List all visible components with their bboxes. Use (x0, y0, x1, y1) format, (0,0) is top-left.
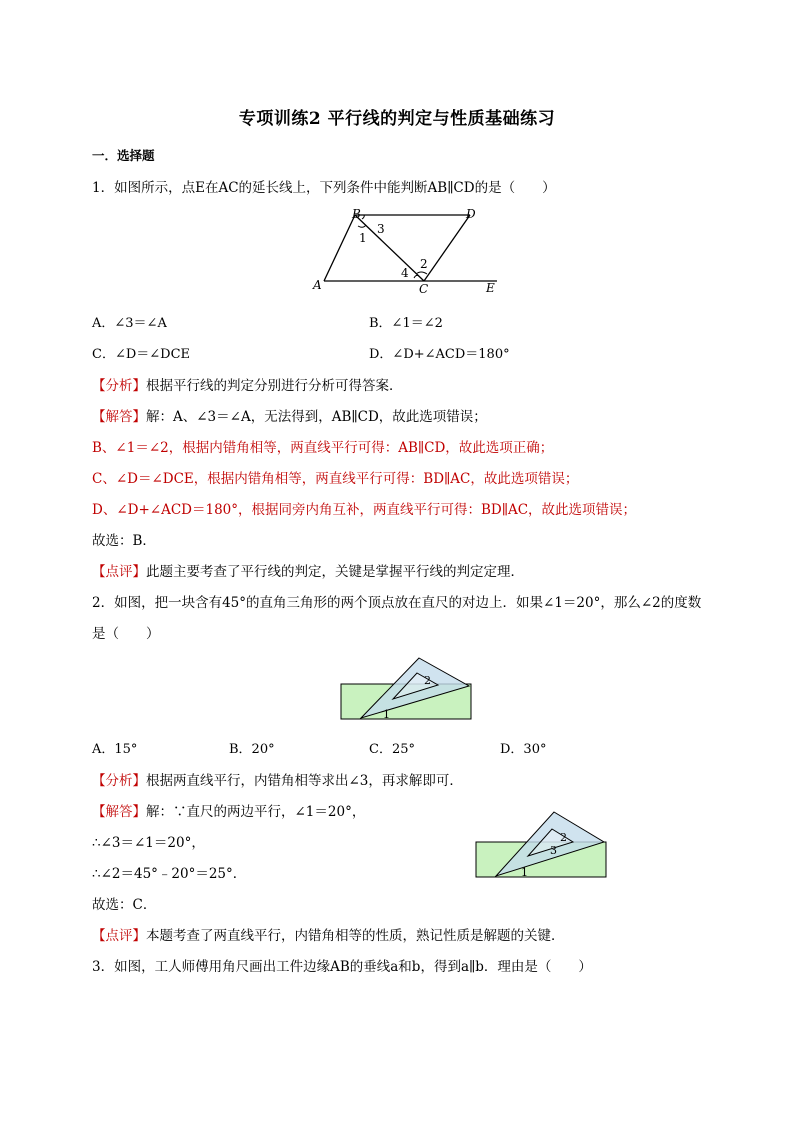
q1-analysis (92, 374, 403, 394)
q1-option-a: A．∠3＝∠A (92, 316, 167, 331)
q2-option-c: C．25° (369, 742, 415, 757)
q1-answer-line-3: C、∠D＝∠DCE，根据内错角相等，两直线平行可得：BD∥AC，故此选项错误； (92, 471, 579, 487)
analysis-tag: 【分析】 (92, 378, 146, 394)
sol-angle-1-label: 1 (521, 866, 528, 879)
q1-answer-line-1 (92, 405, 487, 425)
angle-4-label: 4 (401, 266, 409, 280)
comment-tag: 【点评】 (92, 564, 146, 580)
label-b: B (352, 207, 361, 221)
angle-1-label: 1 (359, 231, 367, 245)
label-c: C (419, 282, 429, 296)
answer-text: 解：A、∠3＝∠A，无法得到，AB∥CD，故此选项错误； (146, 409, 487, 425)
answer-tag: 【解答】 (92, 409, 146, 425)
q2-solution-figure (474, 810, 610, 880)
q2-option-a: A．15° (92, 742, 138, 757)
angle-3-label: 3 (377, 222, 385, 236)
q1-choice: 故选：B． (92, 533, 156, 549)
answer-tag: 【解答】 (92, 804, 146, 820)
line-cd (424, 215, 470, 281)
q1-answer-line-2: B、∠1＝∠2，根据内错角相等，两直线平行可得：AB∥CD，故此选项正确； (92, 440, 554, 456)
q1-figure (308, 204, 508, 298)
comment-text: 本题考查了两直线平行，内错角相等的性质，熟记性质是解题的关键． (146, 928, 565, 944)
q1-option-c: C．∠D＝∠DCE (92, 347, 191, 362)
q2-stem-line-1: 2．如图，把一块含有45°的直角三角形的两个顶点放在直尺的对边上．如果∠1＝20°，那么∠2的度数 (92, 595, 702, 611)
q2-angle-2-label: 2 (424, 674, 431, 687)
q1-option-b: B．∠1＝∠2 (369, 316, 443, 331)
q2-angle-1-label: 1 (383, 708, 390, 721)
sol-angle-3-label: 3 (550, 844, 557, 857)
q2-choice: 故选：C． (92, 897, 157, 913)
angle-2-label: 2 (420, 257, 428, 271)
q2-option-b: B．20° (229, 742, 275, 757)
line-ab (324, 215, 355, 281)
comment-tag: 【点评】 (92, 928, 146, 944)
q2-stem-line-2: 是（ ） (92, 626, 160, 642)
q2-answer-line-1 (92, 800, 365, 820)
section-heading: 一．选择题 (92, 148, 155, 163)
q2-figure (339, 656, 475, 722)
analysis-tag: 【分析】 (92, 773, 146, 789)
q2-comment (92, 924, 565, 944)
q2-option-d: D．30° (500, 742, 547, 757)
q1-comment (92, 560, 524, 580)
analysis-text: 根据平行线的判定分别进行分析可得答案． (146, 378, 403, 394)
label-a: A (313, 278, 322, 292)
page-title: 专项训练2 平行线的判定与性质基础练习 (238, 109, 556, 129)
q2-answer-line-2: ∴∠3＝∠1＝20°， (92, 835, 205, 851)
label-e: E (486, 281, 495, 295)
q2-answer-line-3: ∴∠2＝45°﹣20°＝25°． (92, 866, 247, 882)
q3-stem: 3．如图，工人师傅用角尺画出工件边缘AB的垂线a和b，得到a∥b．理由是（ ） (92, 959, 592, 975)
label-d: D (466, 207, 476, 221)
q1-stem: 1．如图所示，点E在AC的延长线上，下列条件中能判断AB∥CD的是（ ） (92, 180, 556, 196)
analysis-text: 根据两直线平行，内错角相等求出∠3，再求解即可． (146, 773, 463, 789)
q2-analysis (92, 769, 463, 789)
comment-text: 此题主要考查了平行线的判定，关键是掌握平行线的判定定理． (146, 564, 524, 580)
answer-text: 解：∵直尺的两边平行，∠1＝20°， (146, 804, 366, 820)
sol-angle-2-label: 2 (560, 831, 567, 844)
q1-option-d: D．∠D+∠ACD＝180° (369, 347, 510, 362)
line-bc (355, 215, 424, 281)
q1-answer-line-4: D、∠D+∠ACD＝180°，根据同旁内角互补，两直线平行可得：BD∥AC，故此选项错误； (92, 502, 637, 518)
